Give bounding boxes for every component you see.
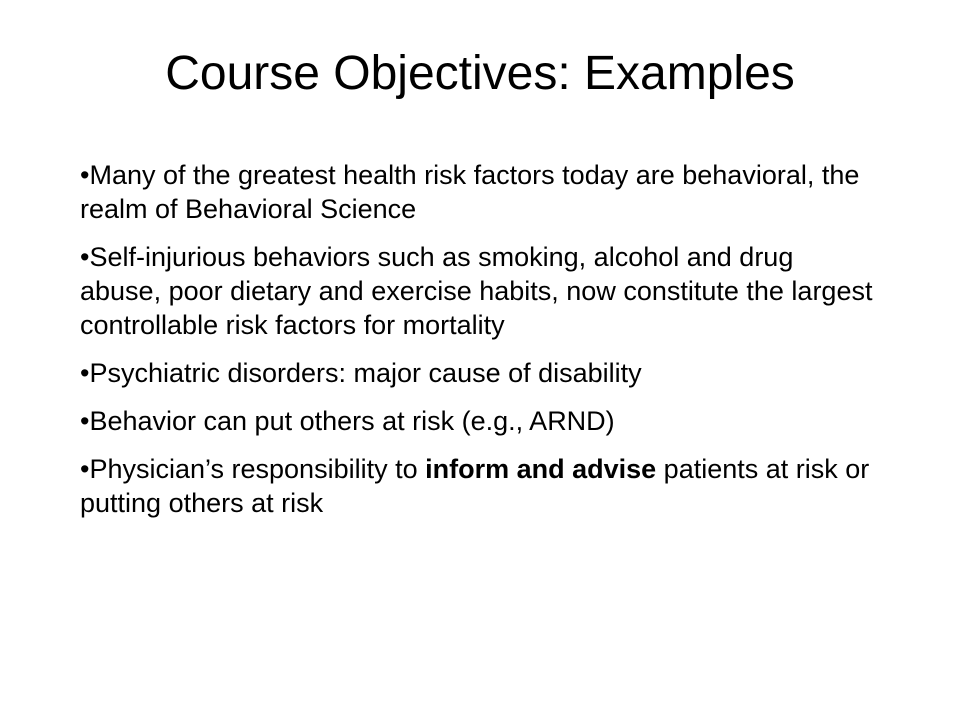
bullet-list [80, 158, 880, 534]
bullet-marker: • [80, 454, 90, 484]
bullet-text: Physician’s responsibility to [89, 454, 426, 484]
bullet-item [80, 404, 880, 438]
bullet-item [80, 240, 880, 342]
bullet-text: Self-injurious behaviors such as smoking, alcohol and drug abuse, poor dietary and exercise habits, now constitute the largest controllable risk factors for mortality [80, 242, 873, 340]
bullet-text-bold: inform and advise [425, 454, 657, 484]
bullet-text: Behavior can put others at risk (e.g., ARND) [89, 406, 615, 436]
bullet-marker: • [80, 242, 90, 272]
bullet-item [80, 452, 880, 520]
bullet-text: patients at risk or putting others at risk [80, 454, 870, 518]
bullet-text: Many of the greatest health risk factors today are behavioral, the realm of Behavioral Science [80, 160, 860, 224]
bullet-marker: • [80, 358, 90, 388]
bullet-text: Psychiatric disorders: major cause of disability [89, 358, 642, 388]
bullet-marker: • [80, 160, 90, 190]
slide-title: Course Objectives: Examples [165, 47, 795, 100]
bullet-marker: • [80, 406, 90, 436]
bullet-item [80, 158, 880, 226]
bullet-item [80, 356, 880, 390]
